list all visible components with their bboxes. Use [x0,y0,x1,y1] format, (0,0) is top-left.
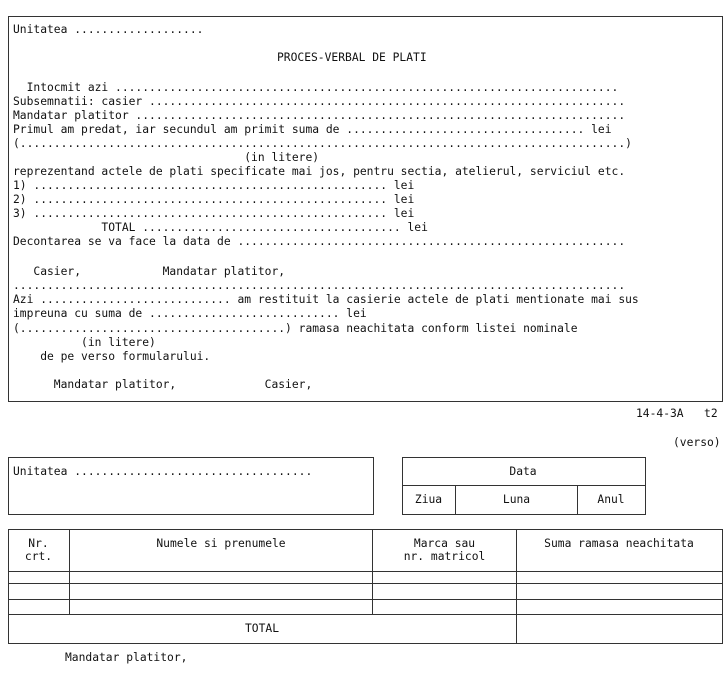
divider [8,599,722,600]
document-title: PROCES-VERBAL DE PLATI [277,51,427,64]
ziua-label: Ziua [414,493,443,506]
body-line: Intocmit azi .......................................................................... [13,81,619,94]
date-label: Data [509,465,537,478]
col-nume: Numele si prenumele [156,537,286,550]
body-line: 3) .................................................... lei [13,207,415,220]
signature-line: Mandatar platitor, Casier, [13,378,313,391]
unitatea-field: Unitatea ................... [13,23,204,36]
divider [8,571,722,572]
anul-label: Anul [597,493,625,506]
body-line: Decontarea se va face la data de ......................................................... [13,235,626,248]
col-suma: Suma ramasa neachitata [544,537,694,550]
body-line: TOTAL ...................................... lei [13,221,428,234]
luna-label: Luna [502,493,531,506]
verso-label: (verso) [673,436,721,449]
body-line: de pe verso formularului. [13,350,211,363]
body-line: 2) .................................................... lei [13,193,415,206]
signature-line: Casier, Mandatar platitor, [13,265,286,278]
body-line: Primul am predat, iar secundul am primit suma de ................................... lei [13,123,612,136]
col-marca: Marca sau nr. matricol [403,537,486,563]
body-line: reprezentand actele de plati specificate mai jos, pentru sectia, atelierul, serviciul etc. [13,165,626,178]
body-line: 1) .................................................... lei [13,179,415,192]
total-label: TOTAL [244,622,279,635]
body-line: (.......................................) ramasa neachitata conform listei nominale [13,322,578,335]
footer-signature: Mandatar platitor, [65,651,188,664]
body-line: Azi ............................ am restituit la casierie actele de plati mentionate mai sus [13,293,639,306]
divider [8,583,722,584]
divider [8,614,722,615]
body-line: (.........................................................................................) [13,137,632,150]
body-line: Mandatar platitor ........................................................................ [13,109,626,122]
divider [402,485,645,486]
body-line: (in litere) [13,336,156,349]
form-code: 14-4-3A t2 [636,407,718,420]
unitatea-field-verso: Unitatea ................................... [13,465,313,478]
body-line: impreuna cu suma de ............................ lei [13,307,367,320]
col-nr-crt: Nr. crt. [24,537,53,563]
body-line: (in litere) [13,151,320,164]
body-line: Subsemnatii: casier ...................................................................... [13,95,626,108]
body-line: .......................................................................................... [13,279,626,292]
